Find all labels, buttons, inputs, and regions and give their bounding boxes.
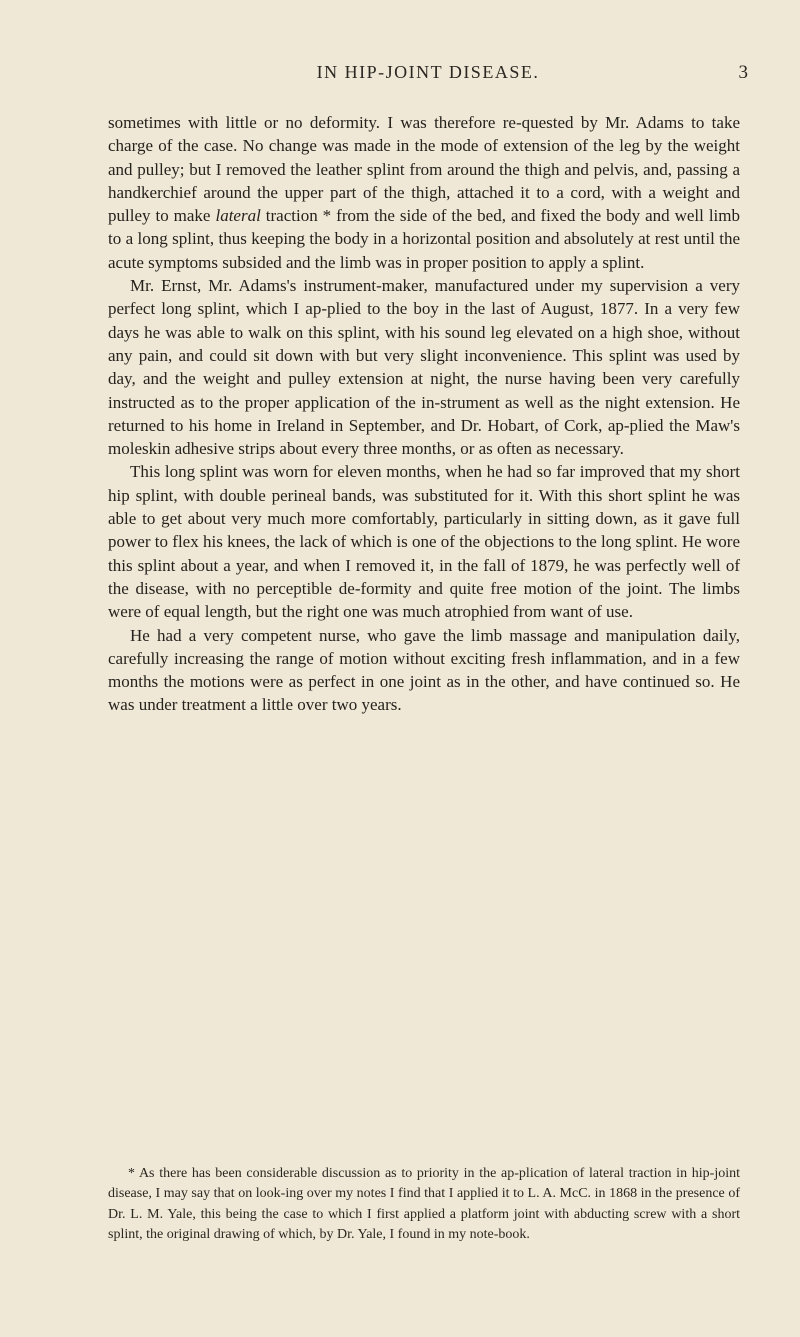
running-head xyxy=(108,62,748,92)
emphasis-lateral: lateral xyxy=(215,206,261,226)
paragraph: This long splint was worn for eleven months, when he had so far improved that my short hip splint, with double perineal bands, was substituted for it. With this short splint he was able to get about very much more comfortably, particularly in sitting down, as it gave full power to flex his knees, the lack of which is one of the objections to the long splint. He wore this splint about a year, and when I removed it, in the fall of 1879, he was perfectly well of the disease, with no perceptible de-formity and quite free motion of the joint. The limbs were of equal length, but the right one was much atrophied from want of use. xyxy=(108,462,740,622)
page-number: 3 xyxy=(738,62,748,83)
paragraph-continued xyxy=(108,111,740,274)
paragraph: He had a very competent nurse, who gave the limb massage and manipulation daily, carefully increasing the range of motion without exciting fresh inflammation, and in a few months the motions were as perfect in one joint as in the other, and have continued so. He was under treatment a little over two years. xyxy=(108,625,740,715)
paragraph: Mr. Ernst, Mr. Adams's instrument-maker, manufactured under my supervision a very perfect long splint, which I ap-plied to the boy in the last of August, 1877. In a very few days he was able to walk on this splint, with his sound leg elevated on a high shoe, without any pain, and could sit down with but very slight inconvenience. This splint was used by day, and the weight and pulley extension at night, the nurse having been very carefully instructed as to the proper application of the in-strument as well as the night extension. He returned to his home in Ireland in September, and Dr. Hobart, of Cork, ap-plied the Maw's moleskin adhesive strips about every three months, or as often as necessary. xyxy=(108,276,740,459)
footnote: * As there has been considerable discussion as to priority in the ap-plication of lateral traction in hip-joint disease, I may say that on look-ing over my notes I find that I applied it to L. A. McC. in 1868 in the presence of Dr. L. M. Yale, this being the case to which I first applied a platform joint with abducting screw with a short splint, the original drawing of which, by Dr. Yale, I found in my note-book. xyxy=(108,1166,740,1243)
paragraph-text-before-emphasis: sometimes with little or no deformity. I was therefore re-quested by Mr. Adams to take charge of the case. No change was made in the mode of extension of the leg by the weight and pulley; but I removed the leather splint from around the thigh and pelvis, and, passing a handkerchief around the upper part of the thigh, attached it to a cord, with a weight and pulley to make xyxy=(108,113,740,226)
running-title: IN HIP-JOINT DISEASE. xyxy=(316,62,540,82)
body-text xyxy=(108,111,740,717)
paragraph-text-after-emphasis: traction * from the side of the bed, and fixed the body and well limb to a long splint, thus keeping the body in a horizontal position and absolutely at rest until the acute symptoms subsided and the limb was in proper position to apply a splint. xyxy=(108,206,741,272)
